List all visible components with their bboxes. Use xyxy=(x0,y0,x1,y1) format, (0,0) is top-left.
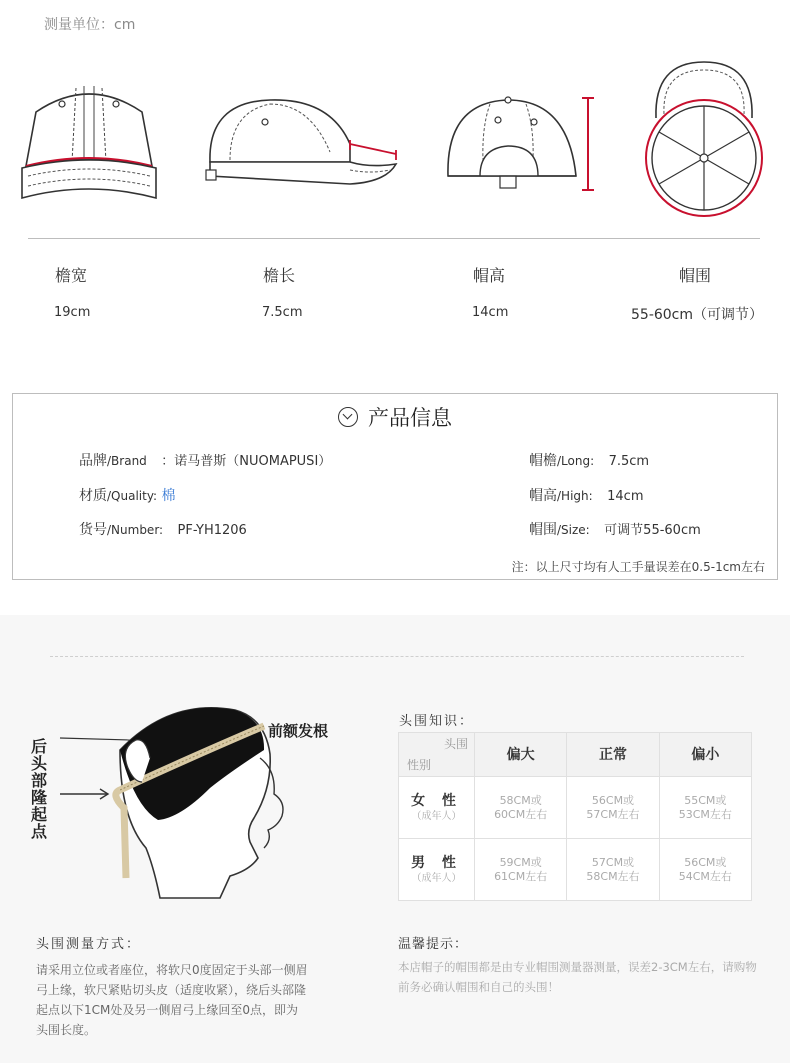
dim-value-brim-length: 7.5cm xyxy=(262,305,303,320)
dim-label-brim-width: 檐宽 xyxy=(55,266,88,285)
number-label: 货号 xyxy=(79,522,107,538)
product-info-title: 产品信息 xyxy=(368,406,452,430)
brand-value: ：诺马普斯（NUOMAPUSI） xyxy=(161,454,332,469)
product-info-heading xyxy=(13,402,777,432)
gender-cell xyxy=(399,839,475,901)
dim-value-circumference: 55-60cm（可调节） xyxy=(631,307,764,323)
dashed-divider xyxy=(50,656,744,657)
table-cell xyxy=(475,839,567,901)
size-label-en: /Size: xyxy=(557,523,590,537)
gender-label: 女 性 xyxy=(411,792,462,809)
cell-value: 55CM或53CM左右 xyxy=(678,793,732,821)
tip-text: 本店帽子的帽围都是由专业帽围测量器测量，误差2-3CM左右，请购物前务必确认帽围和自己的头围！ xyxy=(398,960,757,994)
chevron-down-icon xyxy=(338,407,358,427)
info-row-brim-long xyxy=(529,450,649,470)
column-header-small: 偏小 xyxy=(659,733,751,777)
long-label: 帽檐 xyxy=(529,453,557,469)
measure-method-text: 请采用立位或者座位，将软尺0度固定于头部一侧眉弓上缘，软尺紧贴切头皮（适度收紧），绕后头部隆起点以下1CM处及另一侧眉弓上缘回至0点，即为头围长度。 xyxy=(36,963,308,1037)
info-row-material xyxy=(79,485,176,505)
unit-note: 测量单位：cm xyxy=(44,17,136,33)
product-info-panel xyxy=(12,393,778,580)
material-label: 材质 xyxy=(79,488,107,504)
dim-value-brim-width: 19cm xyxy=(54,305,91,320)
knowledge-title: 头围知识： xyxy=(399,714,475,729)
high-label-en: /High: xyxy=(557,489,593,503)
size-value: 可调节55-60cm xyxy=(604,523,701,538)
hat-side-view-image xyxy=(200,92,405,197)
number-value: PF-YH1206 xyxy=(177,523,247,538)
brand-label: 品牌 xyxy=(79,453,107,469)
brand-label-en: /Brand xyxy=(107,454,147,468)
table-header-row xyxy=(399,733,752,777)
table-cell xyxy=(567,777,659,839)
measure-method-title: 头围测量方式： xyxy=(36,937,142,952)
dimensions-divider xyxy=(28,238,760,239)
info-row-high xyxy=(529,485,643,505)
back-head-label: 后头部隆起点 xyxy=(30,737,47,841)
hat-front-view-image xyxy=(14,82,164,217)
dim-label-circumference: 帽围 xyxy=(679,266,712,285)
size-label: 帽围 xyxy=(529,522,557,538)
head-measure-illustration xyxy=(50,698,310,908)
gender-label: 男 性 xyxy=(411,854,462,871)
head-size-table xyxy=(398,732,752,901)
corner-bottom-label: 性别 xyxy=(407,758,432,772)
long-label-en: /Long: xyxy=(557,454,595,468)
hat-back-view-image xyxy=(440,92,600,202)
table-cell xyxy=(659,777,751,839)
table-row xyxy=(399,777,752,839)
info-row-size xyxy=(529,519,701,539)
corner-top-label: 头围 xyxy=(443,737,468,751)
cell-value: 59CM或61CM左右 xyxy=(494,855,548,883)
cell-value: 56CM或57CM左右 xyxy=(586,793,640,821)
hat-inside-view-image xyxy=(640,58,770,223)
info-row-number xyxy=(79,519,247,539)
table-cell xyxy=(475,777,567,839)
long-value: 7.5cm xyxy=(608,454,650,469)
table-cell xyxy=(567,839,659,901)
dim-label-brim-length: 檐长 xyxy=(263,266,296,285)
material-label-en: /Quality: xyxy=(107,489,158,503)
column-header-large: 偏大 xyxy=(475,733,567,777)
cell-value: 57CM或58CM左右 xyxy=(586,855,640,883)
measurement-error-note: 注：以上尺寸均有人工手量误差在0.5-1cm左右 xyxy=(511,560,765,574)
table-row xyxy=(399,839,752,901)
column-header-normal: 正常 xyxy=(567,733,659,777)
cell-value: 58CM或60CM左右 xyxy=(494,793,548,821)
number-label-en: /Number: xyxy=(107,523,164,537)
gender-cell xyxy=(399,777,475,839)
front-hairline-label: 前额发根 xyxy=(268,722,329,740)
dim-label-hat-height: 帽高 xyxy=(473,266,506,285)
high-label: 帽高 xyxy=(529,488,557,504)
high-value: 14cm xyxy=(607,489,644,504)
cell-value: 56CM或54CM左右 xyxy=(678,855,732,883)
table-corner-cell xyxy=(399,733,475,777)
material-value-link[interactable]: 棉 xyxy=(161,488,176,504)
dim-value-hat-height: 14cm xyxy=(472,305,509,320)
tip-title: 温馨提示： xyxy=(398,937,469,952)
info-row-brand xyxy=(79,450,331,470)
gender-sub-label: （成年人） xyxy=(411,872,462,884)
table-cell xyxy=(659,839,751,901)
gender-sub-label: （成年人） xyxy=(411,810,462,822)
